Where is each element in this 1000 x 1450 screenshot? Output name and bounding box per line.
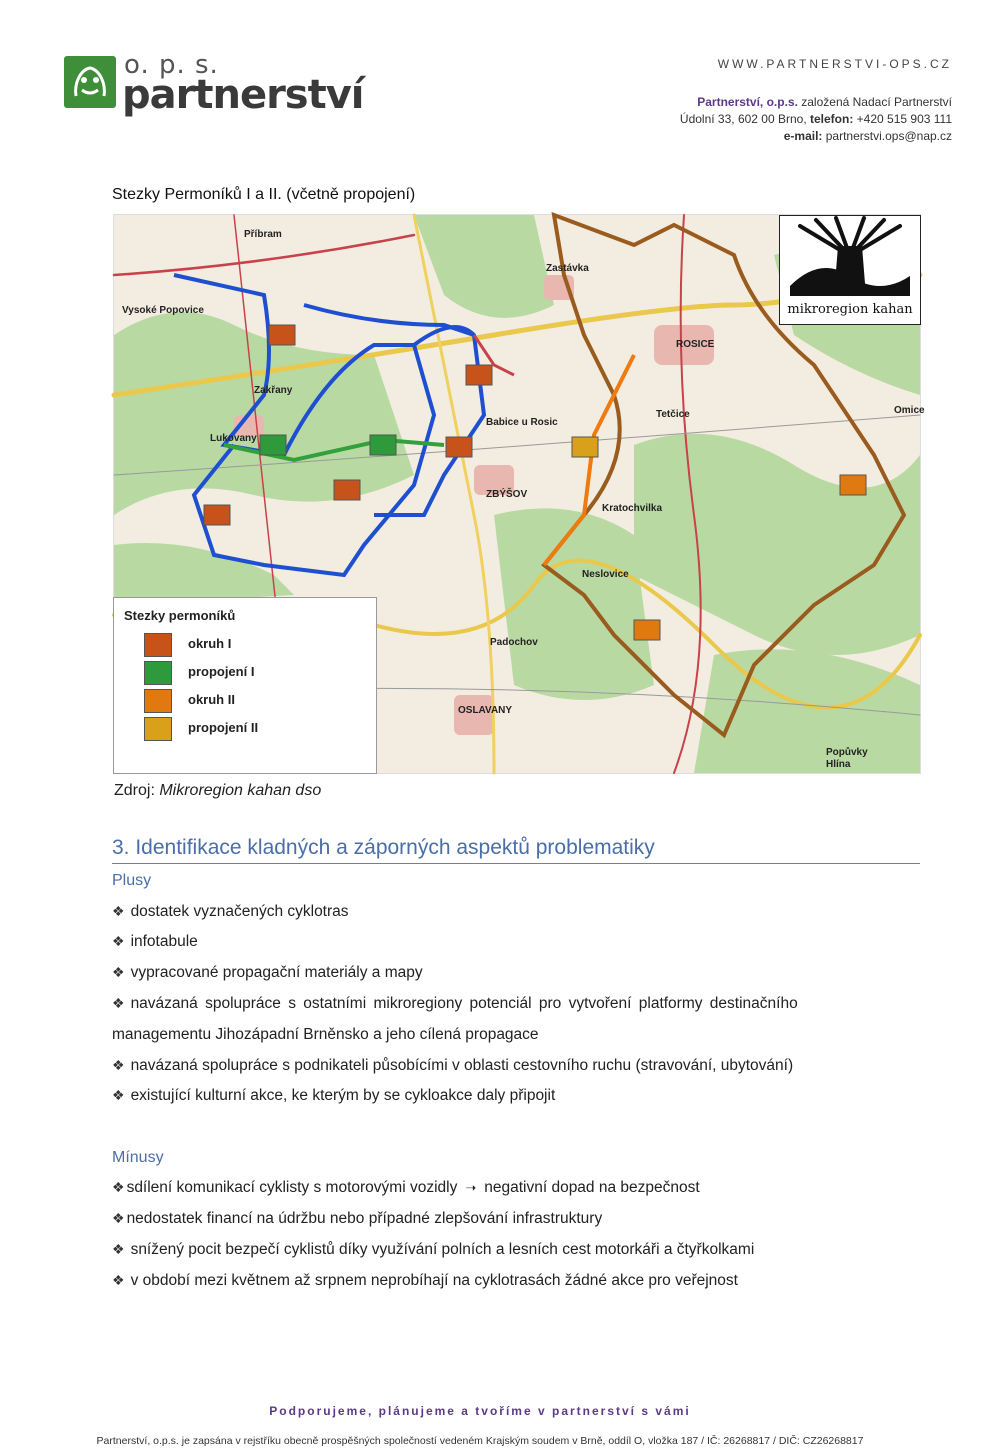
legend-swatch: [144, 689, 172, 713]
email-value[interactable]: partnerstvi.ops@nap.cz: [822, 129, 952, 143]
legend-label: okruh II: [188, 692, 235, 707]
map-source: [114, 782, 321, 800]
legend-title: Stezky permoníků: [124, 608, 236, 623]
footer-motto: Podporujeme, plánujeme a tvoříme v partnerství s vámi: [269, 1404, 691, 1418]
place-label: ROSICE: [676, 339, 715, 350]
legend-swatch: [144, 717, 172, 741]
email-line: [784, 129, 952, 143]
place-label: Padochov: [490, 637, 538, 648]
legend-label: propojení II: [188, 720, 259, 735]
place-label: ZBÝŠOV: [486, 489, 528, 500]
section-heading: 3. Identifikace kladných a záporných aspektů problematiky: [112, 836, 655, 859]
minus-heading: Mínusy: [112, 1149, 164, 1166]
address-line: [680, 112, 952, 126]
section-divider: [112, 863, 920, 864]
diamond-bullet-icon: ❖: [112, 933, 125, 949]
place-label: Zastávka: [546, 263, 589, 274]
minus-item: ❖ v období mezi květnem až srpnem neprobíhají na cyklotrasách žádné akce pro veřejnost: [112, 1272, 738, 1289]
diamond-bullet-icon: ❖: [112, 1179, 125, 1195]
legend-label: propojení I: [188, 664, 255, 679]
plus-item: ❖ navázaná spolupráce s podnikateli působícími v oblasti cestovního ruchu (stravování, ubytování): [112, 1057, 794, 1074]
place-label: Zakřany: [254, 385, 293, 396]
place-label: Kratochvilka: [602, 503, 663, 514]
plus-item: ❖ vypracované propagační materiály a mapy: [112, 964, 423, 981]
org-founder: založená Nadací Partnerství: [797, 95, 952, 109]
org-line: [697, 95, 952, 109]
logo-emblem-icon: [64, 56, 116, 108]
legend-item-okruh-i: [144, 633, 344, 657]
minus-item: ❖ sdílení komunikací cyklisty s motorovými vozidly ➝ negativní dopad na bezpečnost: [112, 1179, 700, 1196]
legend-label: okruh I: [188, 636, 232, 651]
minus-item: ❖ snížený pocit bezpečí cyklistů díky využívání polních a lesních cest motorkáři a čtyřkolkami: [112, 1241, 755, 1258]
diamond-bullet-icon: ❖: [112, 995, 125, 1011]
org-name: Partnerství, o.p.s.: [697, 95, 798, 109]
place-label: Babice u Rosic: [486, 417, 558, 428]
kahan-label: mikroregion kahan: [787, 302, 913, 317]
diamond-bullet-icon: ❖: [112, 903, 125, 919]
arrow-right-icon: ➝: [465, 1180, 477, 1195]
place-label: OSLAVANY: [458, 705, 513, 716]
place-label: Tetčice: [656, 409, 690, 420]
route-okruh-i-north: [304, 305, 474, 335]
diamond-bullet-icon: ❖: [112, 1210, 125, 1226]
minus-item: ❖ nedostatek financí na údržbu nebo případné zlepšování infrastruktury: [112, 1210, 603, 1227]
email-label: e-mail:: [783, 129, 823, 143]
address-text: Údolní 33, 602 00 Brno,: [679, 112, 810, 126]
place-label: Neslovice: [582, 569, 629, 580]
plus-item: ❖ existující kulturní akce, ke kterým by se cykloakce daly připojit: [112, 1087, 556, 1104]
plus-item: ❖ infotabule: [112, 933, 198, 950]
source-prefix: Zdroj:: [114, 782, 160, 799]
logo-ops-text: o. p. s.: [124, 50, 219, 80]
place-label: Lukovany: [210, 433, 257, 444]
legend-item-okruh-ii: [144, 689, 344, 713]
phone-value: +420 515 903 111: [853, 112, 952, 126]
website-url[interactable]: WWW.PARTNERSTVI-OPS.CZ: [717, 57, 952, 71]
plus-item: ❖ navázaná spolupráce s ostatními mikroregiony potenciál pro vytvoření platformy destinačního: [112, 995, 798, 1012]
source-name: Mikroregion kahan dso: [159, 782, 322, 799]
place-label: Hlína: [826, 759, 851, 770]
legend-item-propojeni-ii: [144, 717, 344, 741]
legend-item-propojeni-i: [144, 661, 344, 685]
plus-item-continuation: managementu Jihozápadní Brněnsko a jeho cílená propagace: [112, 1026, 539, 1043]
place-label: Omice: [894, 405, 925, 416]
map-legend: [113, 597, 377, 774]
diamond-bullet-icon: ❖: [112, 1057, 125, 1073]
place-label: Popůvky: [826, 747, 868, 758]
place-label: Příbram: [244, 229, 282, 240]
legend-swatch: [144, 633, 172, 657]
footer-legal: Partnerství, o.p.s. je zapsána v rejstříku obecně prospěšných společností vedeném Krajským soudem v Brně, oddíl O, vložka 187 / IČ: 26268817 / DIČ: CZ26268817: [96, 1435, 864, 1447]
diamond-bullet-icon: ❖: [112, 964, 125, 980]
diamond-bullet-icon: ❖: [112, 1241, 125, 1257]
plus-heading: Plusy: [112, 872, 152, 889]
plus-item: ❖ dostatek vyznačených cyklotras: [112, 903, 349, 920]
diamond-bullet-icon: ❖: [112, 1272, 125, 1288]
mikroregion-kahan-logo: [779, 215, 921, 325]
document-title: Stezky Permoníků I a II. (včetně propojení): [112, 186, 416, 203]
legend-swatch: [144, 661, 172, 685]
diamond-bullet-icon: ❖: [112, 1087, 125, 1103]
logo-mark: [64, 56, 116, 108]
phone-label: telefon:: [810, 112, 854, 126]
logo-name-text: partnerství: [122, 72, 364, 118]
kahan-lamp-icon: [780, 216, 920, 302]
place-label: Vysoké Popovice: [122, 305, 204, 316]
